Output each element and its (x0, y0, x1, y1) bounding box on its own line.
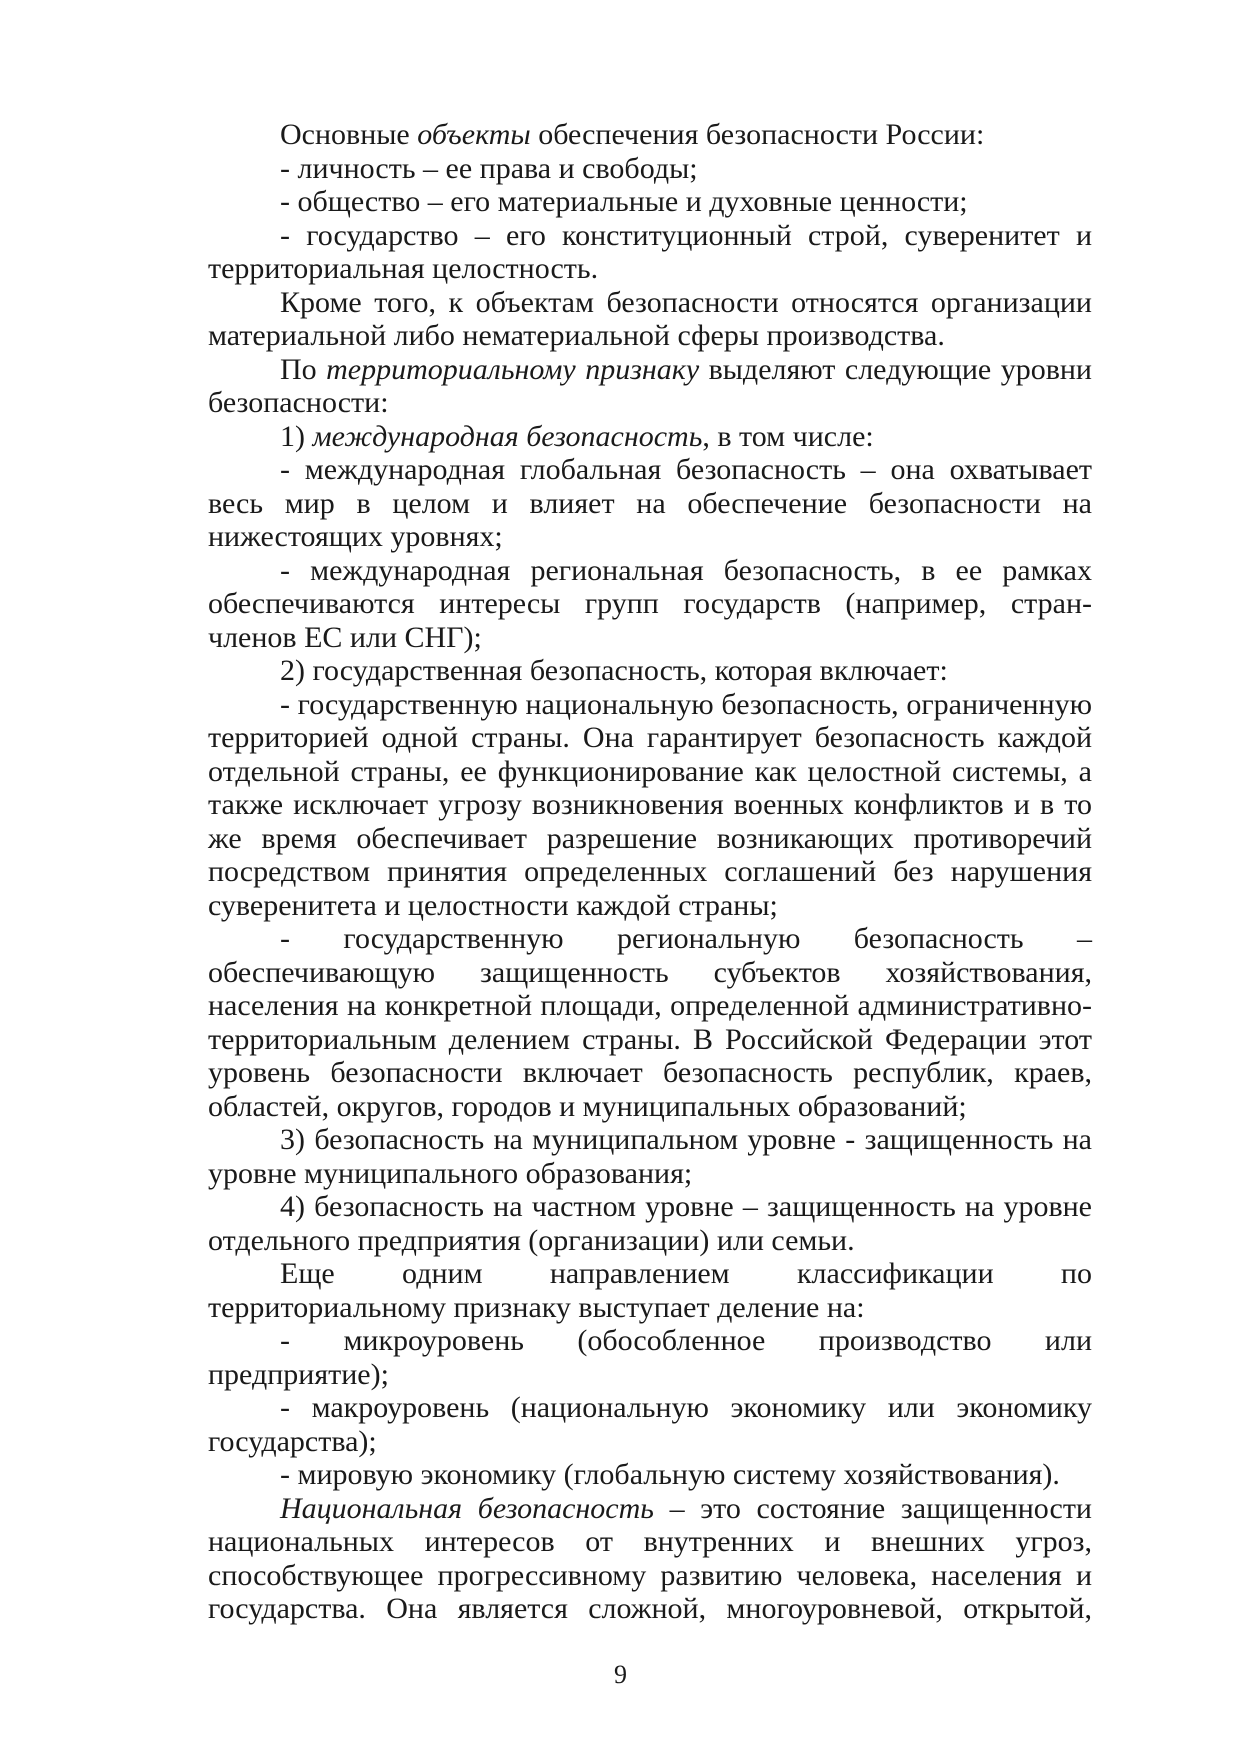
list-item: - личность – ее права и свободы; (280, 151, 698, 185)
list-item: - общество – его материальные и духовные ценности; (280, 185, 968, 218)
list-item: 3) безопасность на муниципальном уровне - защищенность на уровне муниципального образования; (208, 1123, 1092, 1190)
paragraph: По территориальному признаку выделяют следующие уровни безопасности: (208, 352, 1092, 419)
paragraph: Кроме того, к объектам безопасности относятся организации материальной либо нематериальной сферы производства. (208, 285, 1092, 352)
list-item: - государственную национальную безопасность, ограниченную территорией одной страны. Она гарантирует безопасность каждой отдельной страны, ее функционирование как целостной системы, а также исключает угрозу возникновения военных конфликтов и в то же время обеспечивает разрешение возникающих противоречий посредством принятия определенных соглашений без нарушения суверенитета и целостности каждой страны; (208, 687, 1092, 922)
list-item: - международная региональная безопасность, в ее рамках обеспечиваются интересы групп государств (например, стран-членов ЕС или СНГ); (208, 553, 1092, 654)
list-item: - государство – его конституционный строй, суверенитет и территориальная целостность. (208, 218, 1092, 285)
page-number: 9 (614, 1660, 627, 1689)
list-item: 4) безопасность на частном уровне – защищенность на уровне отдельного предприятия (организации) или семьи. (208, 1190, 1092, 1257)
paragraph: Национальная безопасность – это состояние защищенности национальных интересов от внутренних и внешних угроз, способствующее прогрессивному развитию человека, населения и государства. Она является сложной, многоуровневой, открытой, (208, 1491, 1092, 1625)
list-item: - макроуровень (национальную экономику или экономику государства); (208, 1391, 1092, 1458)
document-page (208, 118, 1092, 1626)
paragraph: Основные объекты обеспечения безопасности России: (280, 118, 985, 151)
list-item: - мировую экономику (глобальную систему хозяйствования). (280, 1458, 1060, 1491)
list-item: - микроуровень (обособленное производство или предприятие); (208, 1324, 1092, 1391)
list-item: - международная глобальная безопасность – она охватывает весь мир в целом и влияет на обеспечение безопасности на нижестоящих уровнях; (208, 453, 1092, 553)
list-item: - государственную региональную безопасность – обеспечивающую защищенность субъектов хозяйствования, населения на конкретной площади, определенной административно-территориальным делением страны. В Российской Федерации этот уровень безопасности включает безопасность республик, краев, областей, округов, городов и муниципальных образований; (208, 922, 1092, 1123)
list-item: 2) государственная безопасность, которая включает: (280, 654, 948, 687)
paragraph: Еще одним направлением классификации по территориальному признаку выступает деление на: (208, 1257, 1092, 1324)
list-item: 1) международная безопасность, в том числе: (280, 419, 874, 453)
